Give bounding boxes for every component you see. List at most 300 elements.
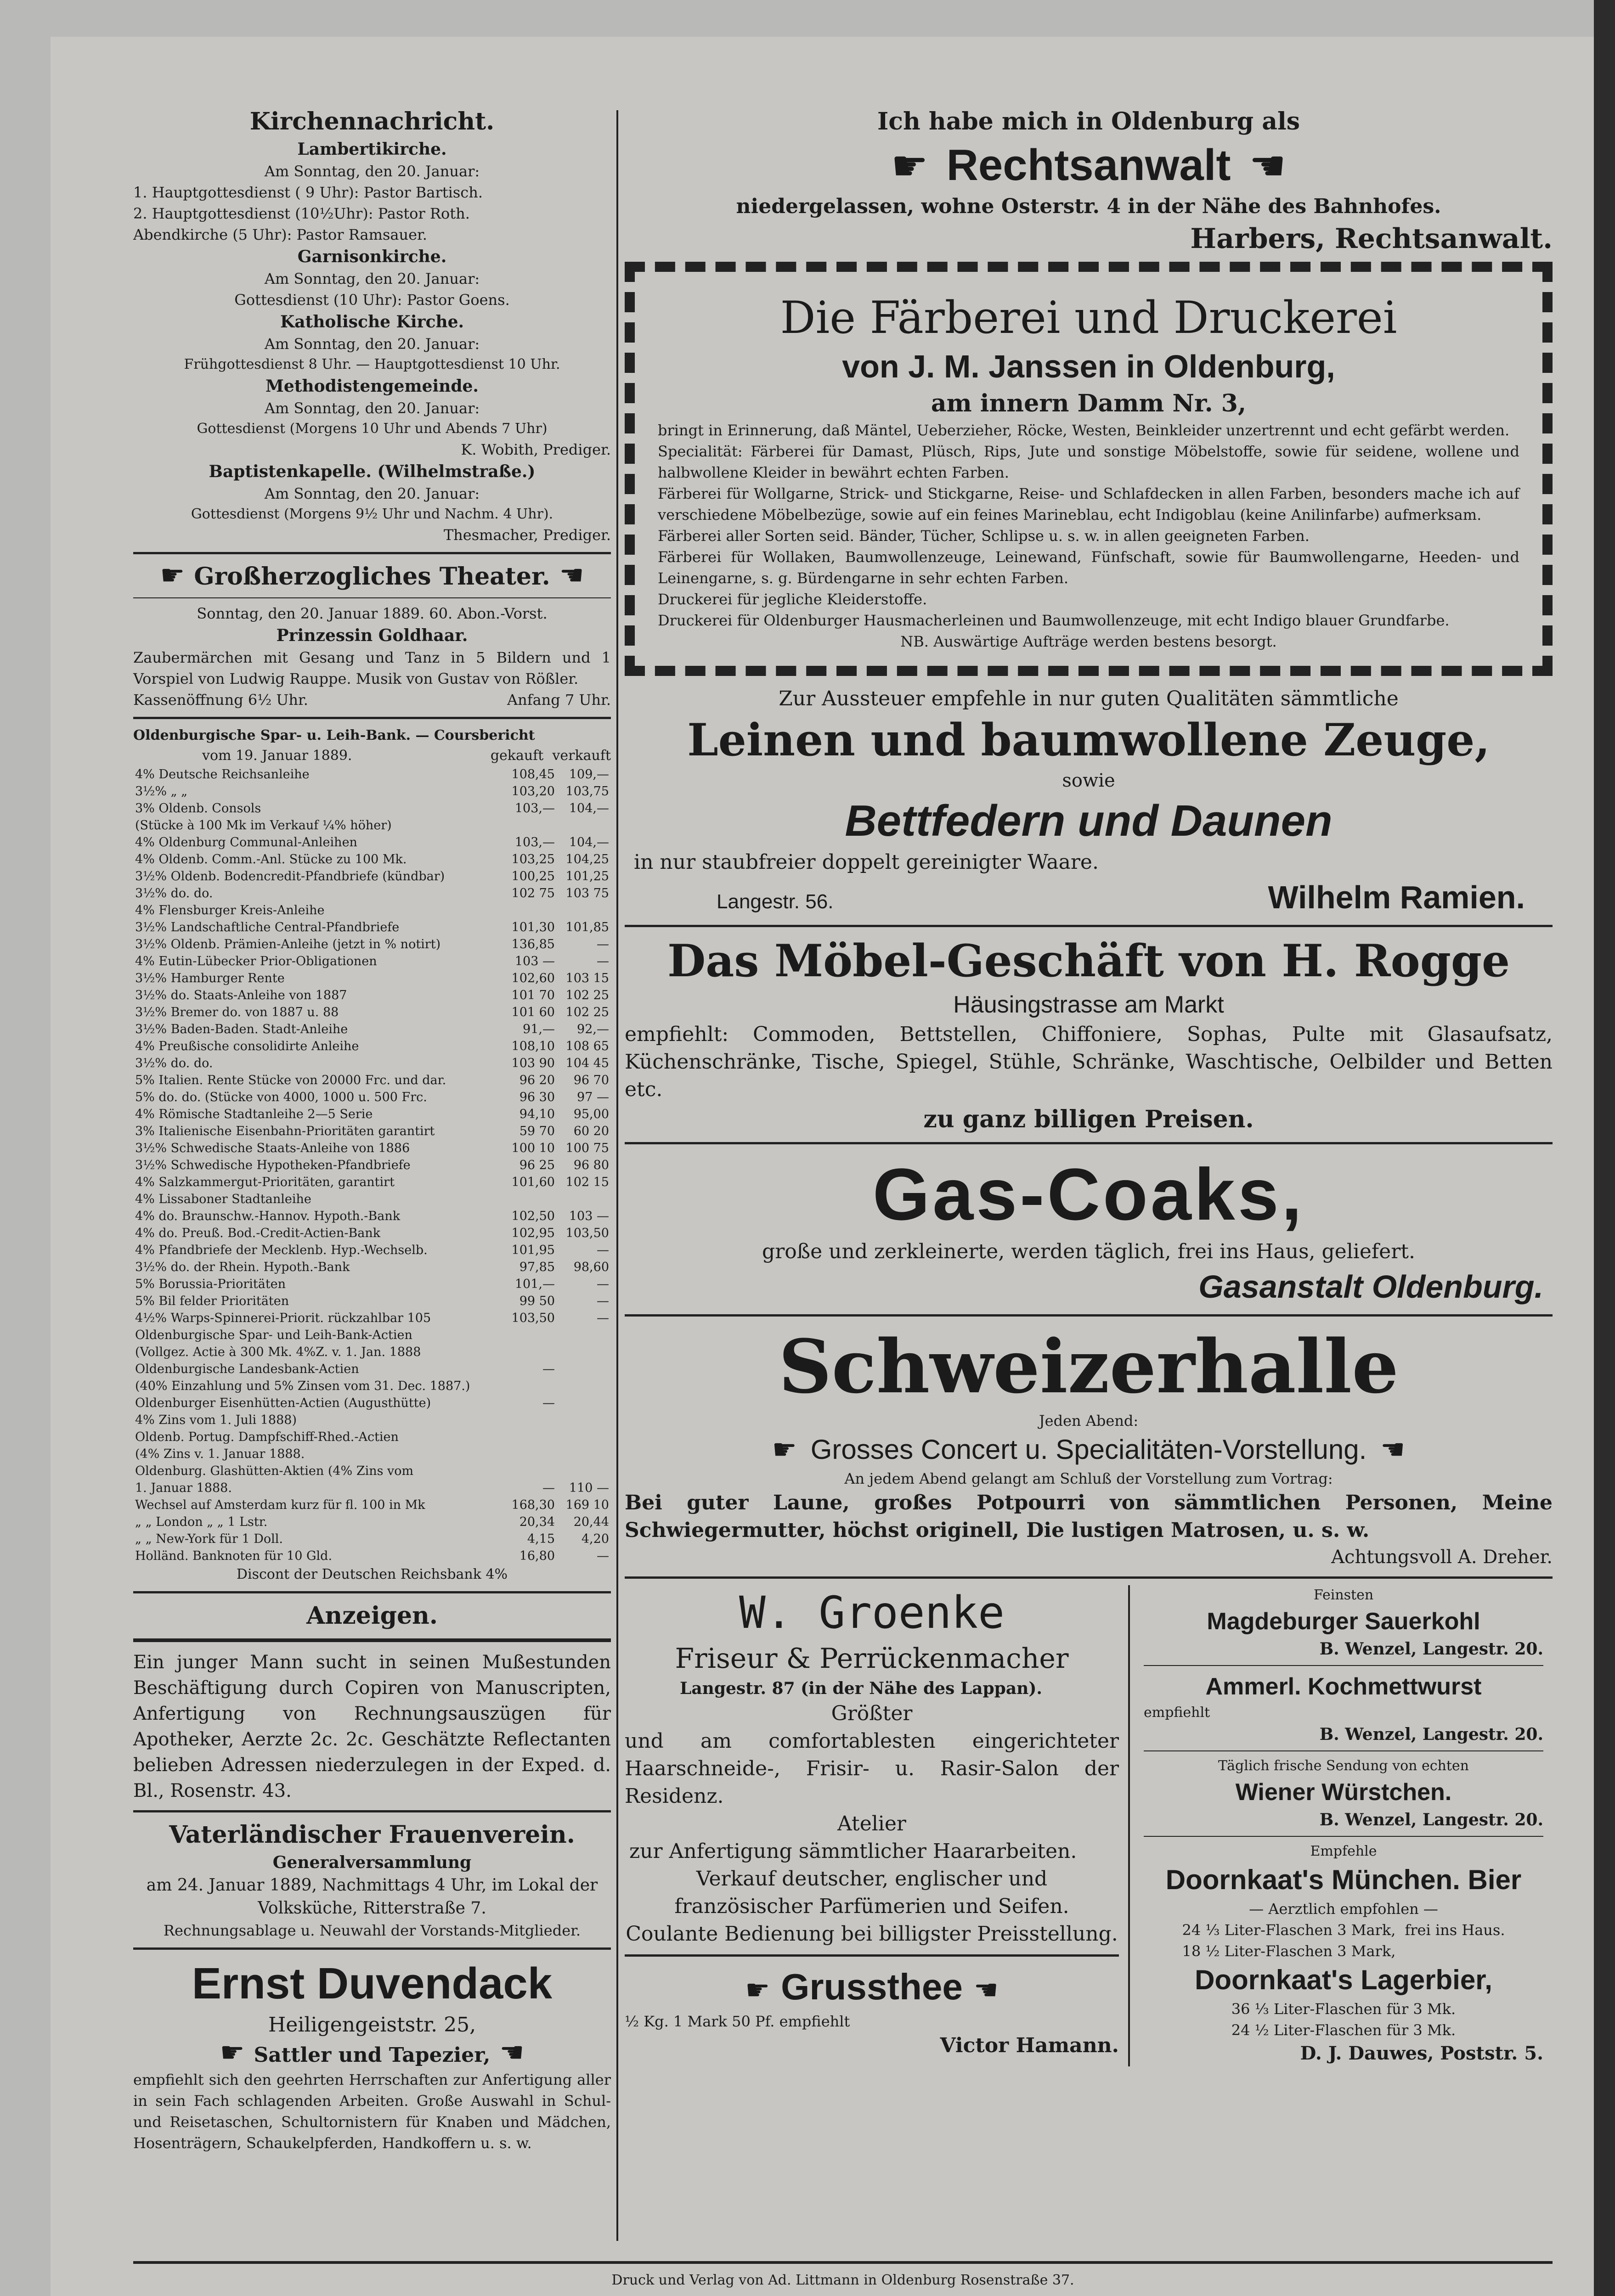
table-row (133, 1531, 611, 1548)
groenke-text: und am comfortablesten eingerichteter Haarschneide-, Frisir- u. Rasir-Salon der Residenz. (625, 1729, 1119, 1808)
table-row (133, 953, 611, 970)
table-row (133, 936, 611, 953)
duvendack-text: empfiehlt sich den geehrten Herrschaften zur Anfertigung aller in sein Fach schlagenden Arbeiten. Große Auswahl in Schul- und Reisetaschen, Schultornistern für Knaben und Mädchen, Hosenträgern, Schaukelpferden, Handkoffern u. s. w. (133, 2071, 611, 2152)
church-text: Gottesdienst (Morgens 10 Uhr und Abends 7 Uhr) (197, 421, 548, 437)
ramien-betten: Bettfedern und Daunen (845, 796, 1333, 845)
table-row (133, 1191, 611, 1208)
bank-security-name: 4% Römische Stadtanleihe 2—5 Serie (135, 1107, 373, 1121)
divider (625, 1954, 1119, 1957)
pointing-hand-icon: ☚ (973, 1974, 999, 2006)
faerberei-von: von J. M. Janssen in Oldenburg, (842, 349, 1335, 384)
rechtsanwalt-title: Rechtsanwalt (946, 141, 1231, 190)
church-text: Thesmacher, Prediger. (443, 526, 611, 544)
dauwes-price: 36 ⅓ Liter-Flaschen für 3 Mk. (1231, 2000, 1456, 2018)
table-row (133, 1497, 611, 1514)
bank-price-verkauft: — (597, 1311, 609, 1325)
table-row (133, 902, 611, 919)
bank-price-gekauft: 100,25 (511, 869, 555, 884)
bank-security-name: 4% do. Braunschw.-Hannov. Hypoth.-Bank (135, 1209, 401, 1223)
bank-price-verkauft: 104,— (569, 835, 609, 850)
bank-security-name: „ „ London „ „ 1 Lstr. (135, 1515, 268, 1529)
faerberei-text: Druckerei für jegliche Kleiderstoffe. (658, 591, 927, 608)
bank-discount: Discont der Deutschen Reichsbank 4% (236, 1566, 508, 1582)
theater-play: Prinzessin Goldhaar. (276, 626, 468, 645)
bank-price-gekauft: 103,25 (511, 852, 555, 867)
gas-text: große und zerkleinerte, werden täglich, frei ins Haus, geliefert. (762, 1240, 1415, 1263)
faerberei-ad (625, 262, 1553, 676)
bank-security-name: 4% Deutsche Reichsanleihe (135, 767, 310, 782)
bank-price-verkauft: 96 80 (573, 1158, 609, 1172)
bank-security-name: 4% Salzkammergut-Prioritäten, garantirt (135, 1175, 395, 1189)
bank-security-name: 4% Lissaboner Stadtanleihe (135, 1192, 311, 1206)
bank-price-gekauft: 102,50 (511, 1209, 555, 1223)
church-text: Am Sonntag, den 20. Januar: (264, 163, 480, 180)
table-row (133, 1293, 611, 1310)
rechtsanwalt-text: niedergelassen, wohne Osterstr. 4 in der Nähe des Bahnhofes. (736, 195, 1441, 218)
bank-price-gekauft (503, 1344, 557, 1361)
pointing-hand-icon: ☛ (772, 1434, 797, 1466)
church-text: Am Sonntag, den 20. Januar: (264, 400, 480, 417)
bank-price-verkauft (557, 1378, 611, 1395)
table-row (133, 1429, 611, 1446)
bank-price-gekauft: 94,10 (519, 1107, 555, 1121)
divider (625, 1314, 1553, 1317)
groenke-text: Coulante Bedienung bei billigster Preisstellung. (626, 1922, 1118, 1946)
frauen-title: Vaterländischer Frauenverein. (169, 1821, 575, 1849)
theater-date: Sonntag, den 20. Januar 1889. 60. Abon.-Vorst. (197, 605, 548, 622)
table-row (133, 783, 611, 800)
divider (625, 1142, 1553, 1144)
faerberei-addr: am innern Damm Nr. 3, (931, 389, 1247, 417)
wenzel-sig: B. Wenzel, Langestr. 20. (1319, 1725, 1543, 1744)
bank-price-gekauft: 59 70 (519, 1124, 555, 1138)
table-row (133, 834, 611, 851)
schweizer-sig: Achtungsvoll A. Dreher. (1331, 1547, 1553, 1568)
church-garnison: Garnisonkirche. (297, 247, 447, 266)
bank-price-verkauft: 102 25 (565, 1005, 609, 1019)
bank-price-verkauft: — (597, 937, 609, 951)
pointing-hand-icon: ☚ (1249, 142, 1287, 190)
anzeigen-title: Anzeigen. (306, 1602, 438, 1630)
bank-price-gekauft: 102,60 (511, 971, 555, 985)
bank-security-name: (4% Zins v. 1. Januar 1888. (135, 1447, 305, 1461)
bank-security-name: Holländ. Banknoten für 10 Gld. (135, 1549, 333, 1563)
bank-price-gekauft: 108,45 (511, 767, 555, 782)
bank-price-verkauft (557, 1361, 611, 1378)
bank-price-verkauft: 103 75 (565, 886, 609, 900)
grussthee-row (625, 1963, 1119, 2011)
table-row (133, 1548, 611, 1564)
duvendack-job: Sattler und Tapezier, (254, 2043, 491, 2067)
table-row (133, 1157, 611, 1174)
church-title: Kirchennachricht. (249, 107, 495, 135)
bank-price-gekauft: 96 30 (519, 1090, 555, 1104)
bank-price-gekauft: 4,15 (527, 1532, 555, 1546)
bank-price-verkauft: 110 — (569, 1481, 609, 1495)
ramien-sig-row (625, 876, 1553, 918)
bank-security-name: Oldenburg. Glashütten-Aktien (4% Zins vom (135, 1464, 414, 1478)
bank-price-verkauft: — (597, 1277, 609, 1291)
bank-price-verkauft: 97 — (577, 1090, 609, 1104)
rechtsanwalt-title-row (625, 138, 1553, 193)
church-text: Am Sonntag, den 20. Januar: (264, 335, 480, 353)
bank-price-verkauft (557, 1344, 611, 1361)
bank-price-verkauft: 98,60 (573, 1260, 609, 1274)
bank-price-verkauft: 101,85 (565, 920, 609, 934)
table-row (133, 919, 611, 936)
table-row (133, 1361, 611, 1378)
divider (1144, 1750, 1543, 1751)
pointing-hand-icon: ☚ (1380, 1434, 1406, 1466)
bank-price-gekauft: 100 10 (511, 1141, 555, 1155)
bank-security-name: 4% Zins vom 1. Juli 1888) (135, 1413, 297, 1427)
bank-security-name: „ „ New-York für 1 Doll. (135, 1532, 283, 1546)
bank-price-gekauft: 103,— (514, 801, 555, 816)
divider (133, 552, 611, 554)
page-edge (1594, 0, 1615, 2296)
bank-price-gekauft: — (542, 1396, 555, 1410)
ramien-sowie: sowie (1062, 770, 1115, 791)
table-row (133, 851, 611, 868)
divider (1144, 1665, 1543, 1666)
theater-anfang: Anfang 7 Uhr. (507, 691, 611, 709)
bank-security-name: 3½% do. do. (135, 886, 213, 900)
schweizer-text: Jeden Abend: (1039, 1412, 1139, 1429)
wenzel-sauerkohl: Magdeburger Sauerkohl (1207, 1608, 1480, 1635)
bank-price-gekauft: 103 — (514, 954, 555, 968)
table-row (133, 1089, 611, 1106)
table-row (133, 868, 611, 885)
frauen-text: am 24. Januar 1889, Nachmittags 4 Uhr, im Lokal der Volksküche, Ritterstraße 7. (146, 1876, 598, 1918)
left-column (133, 106, 611, 2154)
bank-price-verkauft: 169 10 (565, 1498, 609, 1512)
rechtsanwalt-sig: Harbers, Rechtsanwalt. (1190, 223, 1553, 255)
bank-security-name: 4% do. Preuß. Bod.-Credit-Actien-Bank (135, 1226, 381, 1240)
dauwes-text: Empfehle (1310, 1843, 1377, 1859)
table-row (133, 1208, 611, 1225)
wenzel-wuerstchen: Wiener Würstchen. (1235, 1779, 1452, 1806)
wenzel-sig: B. Wenzel, Langestr. 20. (1319, 1639, 1543, 1659)
church-baptisten: Baptistenkapelle. (Wilhelmstraße.) (209, 462, 536, 481)
bank-price-gekauft (503, 1463, 557, 1480)
dauwes-lagerbier: Doornkaat's Lagerbier, (1195, 1964, 1492, 1995)
rechtsanwalt-intro: Ich habe mich in Oldenburg als (877, 107, 1300, 135)
faerberei-text: Färberei für Wollaken, Baumwollenzeuge, Leinewand, Fünfschaft, sowie für Baumwollengarne, Heeden- und Leinengarne, s. g. Bürdengarne in sehr echten Farben. (658, 548, 1519, 587)
theater-title: Großherzogliches Theater. (194, 563, 550, 591)
bank-security-name: (Vollgez. Actie à 300 Mk. 4%Z. v. 1. Jan. 1888 (135, 1345, 421, 1359)
faerberei-text: Färberei aller Sorten seid. Bänder, Tücher, Schlipse u. s. w. in allen geeigneten Farben. (658, 527, 1310, 545)
bank-price-gekauft (503, 1378, 557, 1395)
footer-imprint: Druck und Verlag von Ad. Littmann in Oldenburg Rosenstraße 37. (611, 2272, 1074, 2288)
bank-security-name: 3½% Schwedische Hypotheken-Pfandbriefe (135, 1158, 411, 1172)
pointing-hand-icon: ☛ (160, 559, 185, 591)
bank-security-name: Oldenburgische Landesbank-Actien (135, 1362, 359, 1376)
table-row (133, 1327, 611, 1344)
bank-security-name: Oldenburger Eisenhütten-Actien (Augusthütte) (135, 1396, 431, 1410)
church-text: Frühgottesdienst 8 Uhr. — Hauptgottesdienst 10 Uhr. (184, 356, 560, 372)
theater-text: Zaubermärchen mit Gesang und Tanz in 5 Bildern und 1 Vorspiel von Ludwig Rauppe. Musik von Gustav von Rößler. (133, 649, 611, 687)
groenke-job: Friseur & Perrückenmacher (675, 1643, 1069, 1675)
bank-price-gekauft: 97,85 (519, 1260, 555, 1274)
bank-security-name: Oldenb. Portug. Dampfschiff-Rhed.-Actien (135, 1430, 399, 1444)
bank-security-name: 1. Januar 1888. (135, 1481, 232, 1495)
bank-price-verkauft: 92,— (577, 1022, 609, 1036)
bank-price-gekauft: 96 25 (519, 1158, 555, 1172)
ramien-sig: Wilhelm Ramien. (1268, 879, 1525, 915)
groenke-text: zur Anfertigung sämmtlicher Haararbeiten. (629, 1840, 1077, 1863)
wenzel-mettwurst: Ammerl. Kochmettwurst (1205, 1673, 1482, 1700)
wenzel-text: empfiehlt (1144, 1705, 1210, 1721)
bank-price-gekauft: 103,50 (511, 1311, 555, 1325)
bank-security-name: 4½% Warps-Spinnerei-Priorit. rückzahlbar 105 (135, 1311, 431, 1325)
bank-price-verkauft: 96 70 (573, 1073, 609, 1087)
bank-price-verkauft: 104 45 (565, 1056, 609, 1070)
bank-price-gekauft: 20,34 (519, 1515, 555, 1529)
bank-security-name: 5% Borussia-Prioritäten (135, 1277, 286, 1291)
bank-security-name: 5% Bil felder Prioritäten (135, 1294, 289, 1308)
table-row (133, 1446, 611, 1463)
table-row (133, 1140, 611, 1157)
bank-security-name: 5% do. do. (Stücke von 4000, 1000 u. 500 Frc. (135, 1090, 427, 1104)
faerberei-text: Specialität: Färberei für Damast, Plüsch, Rips, Jute und sonstige Möbelstoffe, sowie für seidene, wollene und halbwollene Kleider in bewährt echten Farben. (658, 443, 1519, 481)
schweizer-concert: Grosses Concert u. Specialitäten-Vorstellung. (810, 1434, 1367, 1465)
bank-price-gekauft: 101 60 (511, 1005, 555, 1019)
dauwes-price: 24 ½ Liter-Flaschen für 3 Mk. (1231, 2021, 1456, 2039)
table-row (133, 1055, 611, 1072)
table-row (133, 1123, 611, 1140)
church-methodisten: Methodistengemeinde. (265, 377, 479, 396)
bank-price-gekauft: 103,20 (511, 784, 555, 799)
church-text: Am Sonntag, den 20. Januar: (264, 485, 480, 502)
bank-price-gekauft (503, 1446, 557, 1463)
bank-price-verkauft: 103 15 (565, 971, 609, 985)
faerberei-text: Druckerei für Oldenburger Hausmacherleinen und Baumwollenzeuge, mit echt Indigo blauer Grundfarbe. (658, 612, 1450, 629)
table-row (133, 1276, 611, 1293)
divider (133, 597, 611, 598)
church-text: 2. Hauptgottesdienst (10½Uhr): Pastor Roth. (133, 205, 470, 222)
rogge-text: empfiehlt: Commoden, Bettstellen, Chiffoniere, Sophas, Pulte mit Glasaufsatz, Küchenschränke, Tische, Spiegel, Stühle, Schränke, Waschtische, Oelbilder und Betten etc. (625, 1023, 1553, 1101)
schweizer-concert-row (625, 1431, 1553, 1468)
table-row (133, 1225, 611, 1242)
groenke-name: W. Groenke (739, 1587, 1005, 1638)
bank-price-verkauft: 103 — (569, 1209, 609, 1223)
bank-security-name: 3% Oldenb. Consols (135, 801, 261, 816)
bank-price-verkauft: 20,44 (573, 1515, 609, 1529)
ramien-text: in nur staubfreier doppelt gereinigter Waare. (634, 850, 1099, 874)
table-row (133, 1259, 611, 1276)
table-row (133, 1174, 611, 1191)
dauwes-price: 24 ⅓ Liter-Flaschen 3 Mark, (1182, 1921, 1396, 1939)
table-row (133, 987, 611, 1004)
ramien-intro: Zur Aussteuer empfehle in nur guten Qualitäten sämmtliche (779, 687, 1399, 710)
wenzel-column (1130, 1585, 1543, 2066)
groenke-text: Verkauf deutscher, englischer und französischer Parfümerien und Seifen. (674, 1867, 1069, 1918)
dauwes-sig: D. J. Dauwes, Poststr. 5. (1300, 2043, 1543, 2064)
bank-security-name: 3½% Oldenb. Prämien-Anleihe (jetzt in % notirt) (135, 937, 441, 951)
dauwes-frei: frei ins Haus. (1405, 1921, 1505, 1939)
groenke-text: Atelier (837, 1812, 906, 1835)
rogge-addr: Häusingstrasse am Markt (953, 991, 1224, 1018)
bank-security-name: 4% Pfandbriefe der Mecklenb. Hyp.-Wechselb. (135, 1243, 428, 1257)
bank-price-gekauft: 136,85 (511, 937, 555, 951)
bank-price-verkauft: 103,50 (565, 1226, 609, 1240)
theater-times (133, 689, 611, 710)
bank-price-verkauft: 108 65 (565, 1039, 609, 1053)
bank-security-name: 3½% do. der Rhein. Hypoth.-Bank (135, 1260, 350, 1274)
bank-price-verkauft: — (597, 1243, 609, 1257)
bank-price-verkauft: 102 15 (565, 1175, 609, 1189)
pointing-hand-icon: ☚ (559, 559, 584, 591)
table-row (133, 1106, 611, 1123)
bank-price-verkauft (557, 1446, 611, 1463)
column-divider (616, 110, 618, 2241)
bank-price-gekauft: 103 90 (511, 1056, 555, 1070)
schweizer-text: An jedem Abend gelangt am Schluß der Vorstellung zum Vortrag: (844, 1470, 1333, 1487)
pointing-hand-icon: ☛ (745, 1974, 770, 2006)
groenke-addr: Langestr. 87 (in der Nähe des Lappan). (680, 1679, 1042, 1698)
grussthee-title: Grussthee (781, 1966, 963, 2007)
bank-security-name: 3½% Schwedische Staats-Anleihe von 1886 (135, 1141, 410, 1155)
table-row (133, 1378, 611, 1395)
bank-security-name: (40% Einzahlung und 5% Zinsen vom 31. Dec. 1887.) (135, 1379, 470, 1393)
bank-price-gekauft (503, 817, 557, 834)
bank-price-verkauft: — (597, 1549, 609, 1563)
faerberei-text: Färberei für Wollgarne, Strick- und Stickgarne, Reise- und Schlafdecken in allen Farben, besonders mache ich auf verschiedene Möbelbezüge, sowie auf ein feines Marineblau, echt Indigoblau (keine Anilinfarbe) aufmerksam. (658, 485, 1519, 523)
table-row (133, 1514, 611, 1531)
table-row (133, 1310, 611, 1327)
bank-price-gekauft: 101,95 (511, 1243, 555, 1257)
dauwes-price-list (1182, 1919, 1396, 1962)
frauen-gv: Generalversammlung (272, 1853, 472, 1872)
bank-price-verkauft: 102 25 (565, 988, 609, 1002)
groenke-column (625, 1585, 1130, 2066)
divider (133, 1591, 611, 1593)
bank-security-name: 3½% Hamburger Rente (135, 971, 285, 985)
table-row (133, 1344, 611, 1361)
bank-price-gekauft: 101,— (514, 1277, 555, 1291)
bank-price-gekauft: 16,80 (519, 1549, 555, 1563)
bank-security-name: Oldenburgische Spar- und Leih-Bank-Actien (135, 1328, 412, 1342)
divider (133, 1947, 611, 1950)
bank-col-verkauft: verkauft (552, 748, 611, 764)
bank-price-gekauft: 102,95 (511, 1226, 555, 1240)
bank-price-verkauft (557, 1191, 611, 1208)
bank-price-verkauft: 103,75 (565, 784, 609, 799)
theater-header (133, 561, 611, 593)
ramien-title: Leinen und baumwollene Zeuge, (687, 714, 1490, 766)
church-text: Am Sonntag, den 20. Januar: (264, 270, 480, 287)
rogge-title: Das Möbel-Geschäft von H. Rogge (667, 935, 1510, 987)
bank-security-name: 3½% „ „ (135, 784, 188, 799)
wenzel-text: Feinsten (1313, 1587, 1374, 1603)
bank-price-verkauft (557, 1463, 611, 1480)
bank-date: vom 19. Januar 1889. (202, 748, 352, 764)
dauwes-bier: Doornkaat's München. Bier (1165, 1864, 1522, 1895)
divider (625, 1576, 1553, 1579)
bank-security-name: Wechsel auf Amsterdam kurz für fl. 100 in Mk (135, 1498, 425, 1512)
bank-security-name: 4% Eutin-Lübecker Prior-Obligationen (135, 954, 377, 968)
theater-kasse: Kassenöffnung 6½ Uhr. (133, 691, 308, 709)
bank-security-name: 3½% do. Staats-Anleihe von 1887 (135, 988, 347, 1002)
bank-price-gekauft (503, 1429, 557, 1446)
pointing-hand-icon: ☛ (220, 2037, 245, 2069)
faerberei-title: Die Färberei und Druckerei (780, 292, 1397, 343)
bottom-ads (625, 1585, 1553, 2066)
bank-price-verkauft: 100 75 (565, 1141, 609, 1155)
table-row (133, 1072, 611, 1089)
bank-price-gekauft (503, 1327, 557, 1344)
table-row (133, 1480, 611, 1497)
bank-price-verkauft (557, 902, 611, 919)
bank-subheader (133, 746, 611, 766)
divider (133, 1638, 611, 1642)
bank-price-verkauft (557, 1412, 611, 1429)
bank-price-verkauft: 4,20 (581, 1532, 609, 1546)
dauwes-text: — Aerztlich empfohlen — (1249, 1900, 1438, 1918)
grussthee-sig: Victor Hamann. (940, 2034, 1119, 2057)
duvendack-addr: Heiligengeiststr. 25, (268, 2013, 476, 2037)
bank-price-gekauft: 99 50 (519, 1294, 555, 1308)
duvendack-name: Ernst Duvendack (192, 1959, 553, 2008)
bank-table (133, 766, 611, 1564)
bank-security-name: 3½% Baden-Baden. Stadt-Anleihe (135, 1022, 348, 1036)
table-row (133, 1021, 611, 1038)
divider (133, 1810, 611, 1812)
schweizer-program: Bei guter Laune, großes Potpourri von sämmtlichen Personen, Meine Schwiegermutter, höchst originell, Die lustigen Matrosen, u. s. w. (625, 1491, 1553, 1542)
bank-price-gekauft: 102 75 (511, 886, 555, 900)
bank-price-gekauft: 168,30 (511, 1498, 555, 1512)
bank-price-gekauft: 101 70 (511, 988, 555, 1002)
divider (133, 717, 611, 719)
right-column (625, 106, 1553, 2066)
bank-price-gekauft: — (542, 1481, 555, 1495)
bank-price-verkauft (557, 1429, 611, 1446)
bank-price-verkauft: — (597, 954, 609, 968)
bank-price-gekauft (503, 1412, 557, 1429)
bank-price-gekauft: — (542, 1362, 555, 1376)
table-row (133, 970, 611, 987)
bank-price-gekauft (503, 1191, 557, 1208)
bank-price-verkauft: — (597, 1294, 609, 1308)
bank-price-verkauft (557, 1327, 611, 1344)
bank-price-gekauft: 101,60 (511, 1175, 555, 1189)
ad-junger-mann: Ein junger Mann sucht in seinen Mußestunden Beschäftigung durch Copiren von Manuscripten, Anfertigung von Rechnungsauszügen für Apotheker, Aerzte 2c. 2c. Geschätzte Reflectanten belieben Adressen niederzulegen in der Exped. d. Bl., Rosenstr. 43. (133, 1652, 611, 1801)
table-row (133, 1395, 611, 1412)
divider (625, 925, 1553, 927)
bank-security-name: 4% Oldenburg Communal-Anleihen (135, 835, 357, 850)
bank-price-verkauft: 109,— (569, 767, 609, 782)
divider (133, 2261, 1553, 2264)
bank-price-verkauft (557, 817, 611, 834)
bank-cols (491, 746, 611, 766)
bank-security-name: 3½% Landschaftliche Central-Pfandbriefe (135, 920, 400, 934)
bank-security-name: 5% Italien. Rente Stücke von 20000 Frc. und dar. (135, 1073, 446, 1087)
wenzel-text: Täglich frische Sendung von echten (1218, 1758, 1469, 1774)
bank-price-gekauft: 91,— (523, 1022, 555, 1036)
frauen-text: Rechnungsablage u. Neuwahl der Vorstands-Mitglieder. (163, 1922, 581, 1939)
pointing-hand-icon: ☛ (891, 142, 928, 190)
bank-security-name: 4% Flensburger Kreis-Anleihe (135, 903, 325, 917)
bank-price-gekauft: 108,10 (511, 1039, 555, 1053)
table-row (133, 885, 611, 902)
gas-sig: Gasanstalt Oldenburg. (1198, 1269, 1543, 1305)
bank-security-name: 3½% do. do. (135, 1056, 213, 1070)
bank-price-verkauft: 104,— (569, 801, 609, 816)
divider (1144, 1836, 1543, 1837)
bank-price-verkauft (557, 1395, 611, 1412)
bank-price-gekauft (503, 902, 557, 919)
groenke-text: Größter (831, 1702, 913, 1725)
